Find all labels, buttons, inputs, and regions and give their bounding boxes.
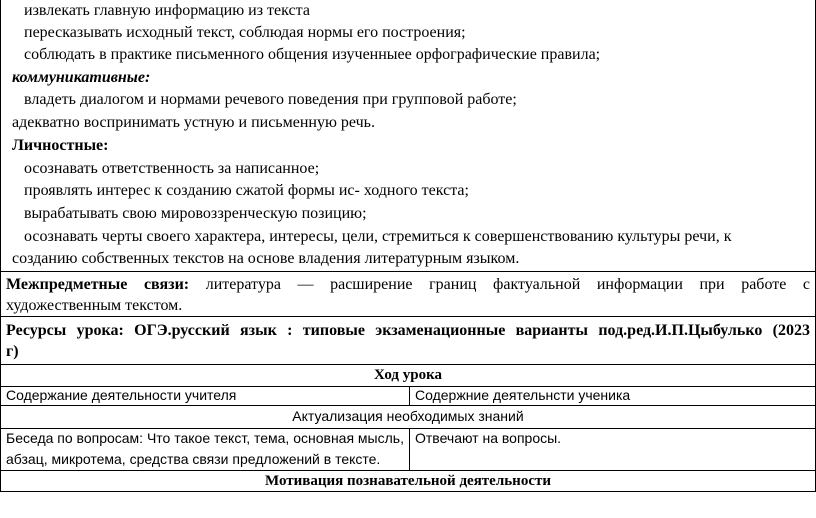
skill-line: проявлять интерес к созданию сжатой формы ис- ходного текста; [24, 182, 469, 199]
skill-line: извлекать главную информацию из текста [24, 2, 310, 19]
row-divider [0, 428, 816, 429]
teacher-column-header: Содержание деятельности учителя [6, 387, 237, 403]
resources-line-cont: г) [6, 343, 19, 360]
interdisciplinary-label: Межпредметные связи: [6, 276, 190, 293]
lesson-progress-title: Ход урока [373, 367, 443, 383]
interdisciplinary-text-cont: художественным текстом. [6, 297, 183, 314]
stage-heading-motivation: Мотивация познавательной деятельности [264, 473, 551, 489]
student-column-header: Содержние деятельнсти ученика [415, 387, 631, 403]
personal-heading: Личностные: [12, 137, 109, 154]
resources-line: Ресурсы урока: ОГЭ.русский язык : типовые экзаменационные варианты под.ред.И.П.Цыбулько (2023 [6, 322, 810, 339]
teacher-activity-cont: абзац, микротема, средства связи предложений в тексте. [6, 451, 381, 467]
stage-heading: Актуализация необходимых знаний [292, 408, 524, 424]
teacher-activity: Беседа по вопросам: Что такое текст, тема, основная мысль, [6, 430, 404, 446]
skill-line: владеть диалогом и нормами речевого поведения при групповой работе; [24, 91, 517, 108]
skill-line: осознавать черты своего характера, интересы, цели, стремиться к совершенствованию культуры речи, к [24, 228, 732, 245]
row-divider [0, 405, 816, 406]
skill-line: осознавать ответственность за написанное; [24, 160, 320, 177]
interdisciplinary-text: литература — расширение границ фактуальной информации при работе с [205, 276, 811, 293]
skill-line: соблюдать в практике письменного общения изученныее орфографические правила; [24, 46, 601, 63]
row-divider [0, 271, 816, 272]
column-divider [409, 428, 410, 470]
skill-line: созданию собственных текстов на основе владения литературным языком. [12, 250, 520, 267]
interdisciplinary-row [6, 274, 810, 295]
student-activity: Отвечают на вопросы. [415, 430, 562, 446]
column-divider [409, 386, 410, 405]
skill-line: пересказывать исходный текст, соблюдая нормы его построения; [24, 24, 466, 41]
skill-line: вырабатывать свою мировоззренческую позицию; [24, 205, 367, 222]
row-divider [0, 316, 816, 317]
communicative-heading: коммуникативные: [12, 69, 151, 86]
skill-line: адекватно воспринимать устную и письменную речь. [12, 114, 375, 131]
